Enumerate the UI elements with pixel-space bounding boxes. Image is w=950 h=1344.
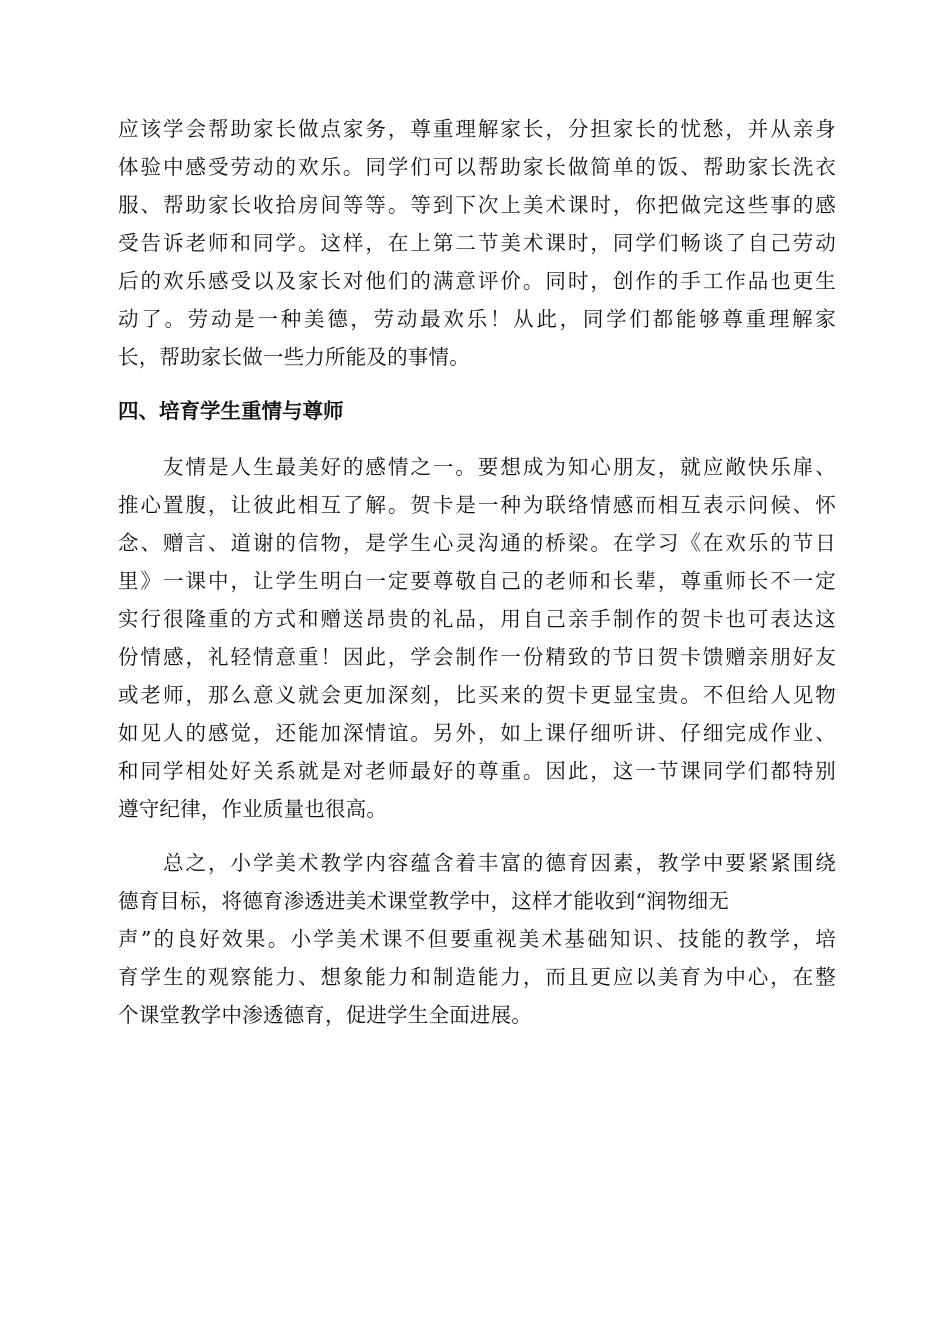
paragraph-line: 总之，小学美术教学内容蕴含着丰富的德育因素，教学中要紧紧围绕 bbox=[118, 851, 836, 875]
paragraph-line: 遵守纪律，作业质量也很高。 bbox=[118, 797, 388, 821]
paragraph-line: 声”的良好效果。小学美术课不但要重视美术基础知识、技能的教学，培 bbox=[118, 927, 836, 951]
paragraph-line: 体验中感受劳动的欢乐。同学们可以帮助家长做简单的饭、帮助家长洗衣 bbox=[118, 155, 836, 179]
paragraph-line: 长，帮助家长做一些力所能及的事情。 bbox=[118, 345, 470, 369]
paragraph-line: 友情是人生最美好的感情之一。要想成为知心朋友，就应敞快乐扉、 bbox=[118, 455, 836, 479]
paragraph-line: 推心置腹，让彼此相互了解。贺卡是一种为联络情感而相互表示问候、怀 bbox=[118, 493, 836, 517]
paragraph-line: 受告诉老师和同学。这样，在上第二节美术课时，同学们畅谈了自己劳动 bbox=[118, 231, 836, 255]
paragraph-line: 里》一课中，让学生明白一定要尊敬自己的老师和长辈，尊重师长不一定 bbox=[118, 569, 836, 593]
paragraph-friendship bbox=[118, 448, 836, 828]
paragraph-line: 念、赠言、道谢的信物，是学生心灵沟通的桥梁。在学习《在欢乐的节日 bbox=[118, 531, 836, 555]
paragraph-labor bbox=[118, 110, 836, 376]
paragraph-line: 份情感，礼轻情意重！因此，学会制作一份精致的节日贺卡馈赠亲朋好友 bbox=[118, 645, 836, 669]
paragraph-line: 后的欢乐感受以及家长对他们的满意评价。同时，创作的手工作品也更生 bbox=[118, 269, 836, 293]
paragraph-conclusion bbox=[118, 844, 836, 1034]
paragraph-line: 德育目标，将德育渗透进美术课堂教学中，这样才能收到“润物细无 bbox=[118, 889, 729, 913]
paragraph-line: 和同学相处好关系就是对老师最好的尊重。因此，这一节课同学们都特别 bbox=[118, 759, 836, 783]
paragraph-line: 服、帮助家长收拾房间等等。等到下次上美术课时，你把做完这些事的感 bbox=[118, 193, 836, 217]
paragraph-line: 动了。劳动是一种美德，劳动最欢乐！从此，同学们都能够尊重理解家 bbox=[118, 307, 836, 331]
paragraph-line: 如见人的感觉，还能加深情谊。另外，如上课仔细听讲、仔细完成作业、 bbox=[118, 721, 836, 745]
paragraph-line: 育学生的观察能力、想象能力和制造能力，而且更应以美育为中心，在整 bbox=[118, 965, 836, 989]
paragraph-line: 或老师，那么意义就会更加深刻，比买来的贺卡更显宝贵。不但给人见物 bbox=[118, 683, 836, 707]
paragraph-line: 实行很隆重的方式和赠送昂贵的礼品，用自己亲手制作的贺卡也可表达这 bbox=[118, 607, 836, 631]
paragraph-line: 应该学会帮助家长做点家务，尊重理解家长，分担家长的忧愁，并从亲身 bbox=[118, 117, 836, 141]
paragraph-line: 个课堂教学中渗透德育，促进学生全面进展。 bbox=[118, 1003, 532, 1027]
section-heading: 四、培育学生重情与尊师 bbox=[118, 399, 344, 423]
